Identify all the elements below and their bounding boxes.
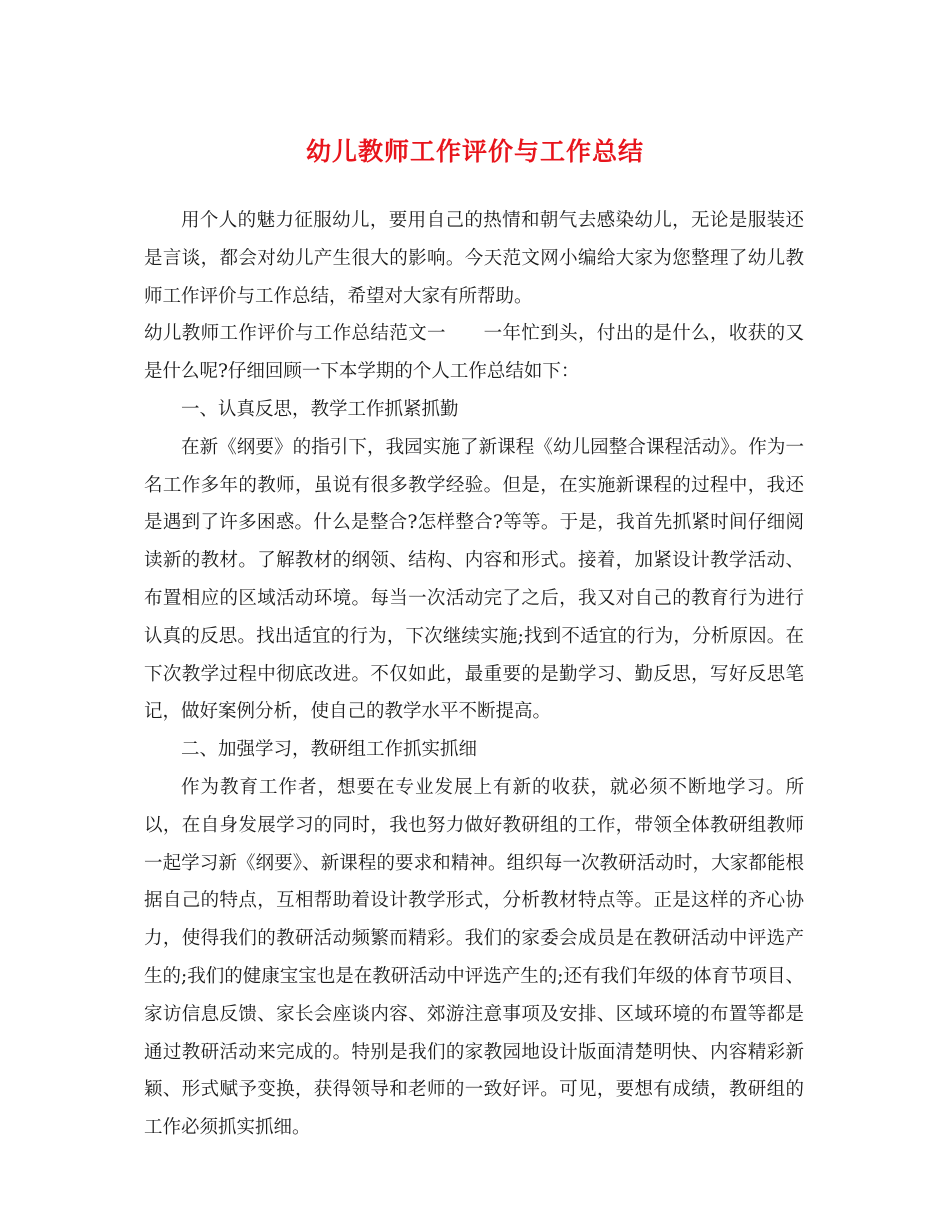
document-body <box>144 202 804 1147</box>
sample-intro-paragraph: 幼儿教师工作评价与工作总结范文一 一年忙到头，付出的是什么，收获的又是什么呢?仔细回顾一下本学期的个人工作总结如下： <box>144 323 804 383</box>
section-2-paragraph: 作为教育工作者，想要在专业发展上有新的收获，就必须不断地学习。所以，在自身发展学习的同时，我也努力做好教研组的工作，带领全体教研组教师一起学习新《纲要》、新课程的要求和精神。组织每一次教研活动时，大家都能根据自己的特点，互相帮助着设计教学形式，分析教材特点等。正是这样的齐心协力，使得我们的教研活动频繁而精彩。我们的家委会成员是在教研活动中评选产生的;我们的健康宝宝也是在教研活动中评选产生的;还有我们年级的体育节项目、家访信息反馈、家长会座谈内容、郊游注意事项及安排、区域环境的布置等都是通过教研活动来完成的。特别是我们的家教园地设计版面清楚明快、内容精彩新颖、形式赋予变换，获得领导和老师的一致好评。可见，要想有成绩，教研组的工作必须抓实抓细。 <box>144 776 804 1139</box>
section-1-paragraph: 在新《纲要》的指引下，我园实施了新课程《幼儿园整合课程活动》。作为一名工作多年的教师，虽说有很多教学经验。但是，在实施新课程的过程中，我还是遇到了许多困惑。什么是整合?怎样整合?等等。于是，我首先抓紧时间仔细阅读新的教材。了解教材的纲领、结构、内容和形式。接着，加紧设计教学活动、布置相应的区域活动环境。每当一次活动完了之后，我又对自己的教育行为进行认真的反思。找出适宜的行为，下次继续实施;找到不适宜的行为，分析原因。在下次教学过程中彻底改进。不仅如此，最重要的是勤学习、勤反思，写好反思笔记，做好案例分析，使自己的教学水平不断提高。 <box>144 436 804 723</box>
section-heading-2: 二、加强学习，教研组工作抓实抓细 <box>181 739 478 761</box>
intro-paragraph: 用个人的魅力征服幼儿，要用自己的热情和朝气去感染幼儿，无论是服装还是言谈，都会对幼儿产生很大的影响。今天范文网小编给大家为您整理了幼儿教师工作评价与工作总结，希望对大家有所帮助。 <box>144 210 804 307</box>
section-heading-1: 一、认真反思，教学工作抓紧抓勤 <box>181 398 459 420</box>
document-title: 幼儿教师工作评价与工作总结 <box>305 137 644 166</box>
